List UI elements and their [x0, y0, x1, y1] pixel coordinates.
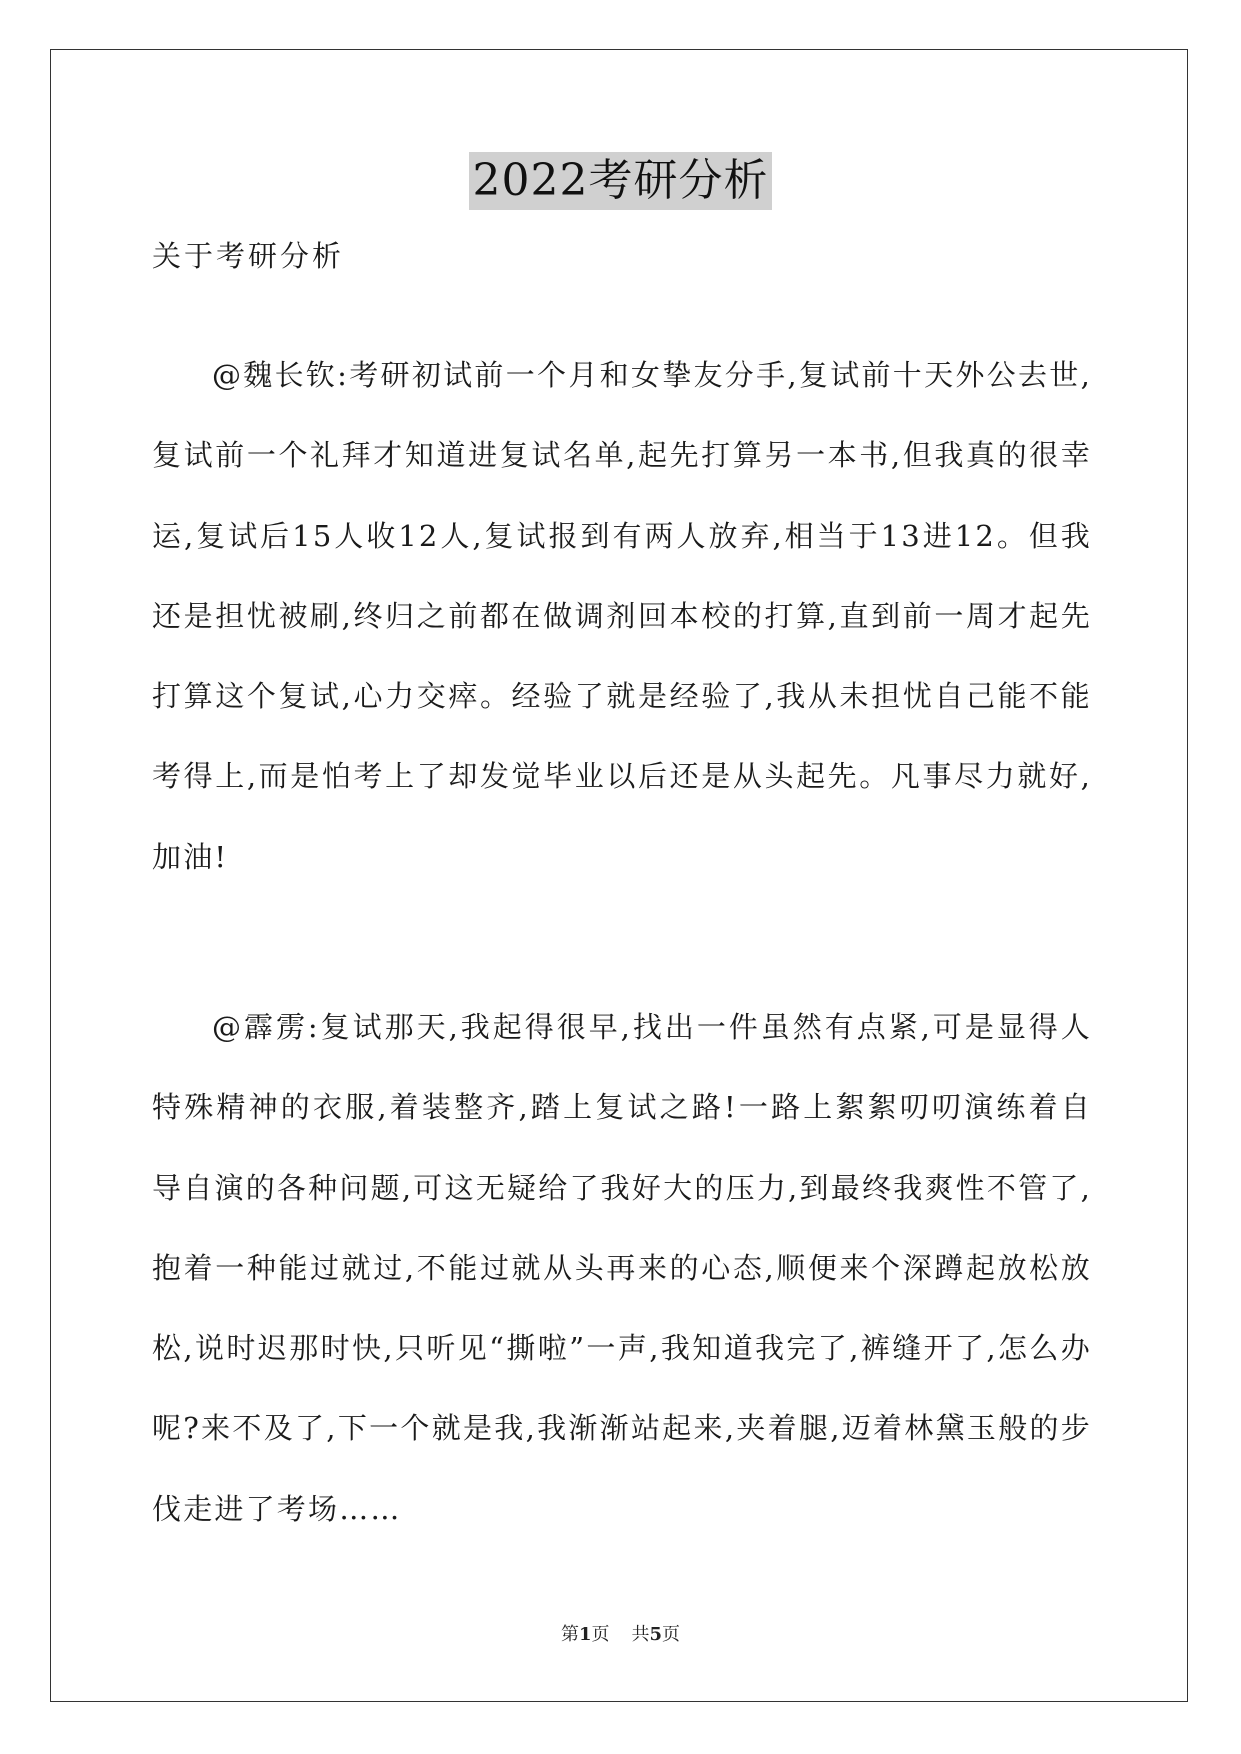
document-title: 2022考研分析: [469, 152, 773, 210]
total-prefix: 共: [631, 1624, 650, 1645]
current-page-number: 1: [578, 1624, 592, 1645]
paragraph-1: @魏长钦:考研初试前一个月和女挚友分手,复试前十天外公去世,复试前一个礼拜才知道进复试名单,起先打算另一本书,但我真的很幸运,复试后15人收12人,复试报到有两人放弃,相当于13进12。但我还是担忧被刷,终归之前都在做调剂回本校的打算,直到前一周才起先打算这个复试,心力交瘁。经验了就是经验了,我从未担忧自己能不能考得上,而是怕考上了却发觉毕业以后还是从头起先。凡事尽力就好,加油!: [152, 358, 1092, 874]
page-suffix: 页: [591, 1624, 610, 1645]
paragraph-2: @霹雳:复试那天,我起得很早,找出一件虽然有点紧,可是显得人特殊精神的衣服,着装整齐,踏上复试之路!一路上絮絮叨叨演练着自导自演的各种问题,可这无疑给了我好大的压力,到最终我爽性不管了,抱着一种能过就过,不能过就从头再来的心态,顺便来个深蹲起放松放松,说时迟那时快,只听见“撕啦”一声,我知道我完了,裤缝开了,怎么办呢?来不及了,下一个就是我,我渐渐站起来,夹着腿,迈着林黛玉般的步伐走进了考场……: [152, 1010, 1092, 1526]
page-footer: [0, 1623, 1241, 1647]
page-prefix: 第: [560, 1624, 579, 1645]
total-page-count: 5: [649, 1624, 663, 1645]
total-suffix: 页: [662, 1624, 681, 1645]
document-subtitle: 关于考研分析: [152, 239, 345, 273]
title-container: [0, 152, 1241, 210]
